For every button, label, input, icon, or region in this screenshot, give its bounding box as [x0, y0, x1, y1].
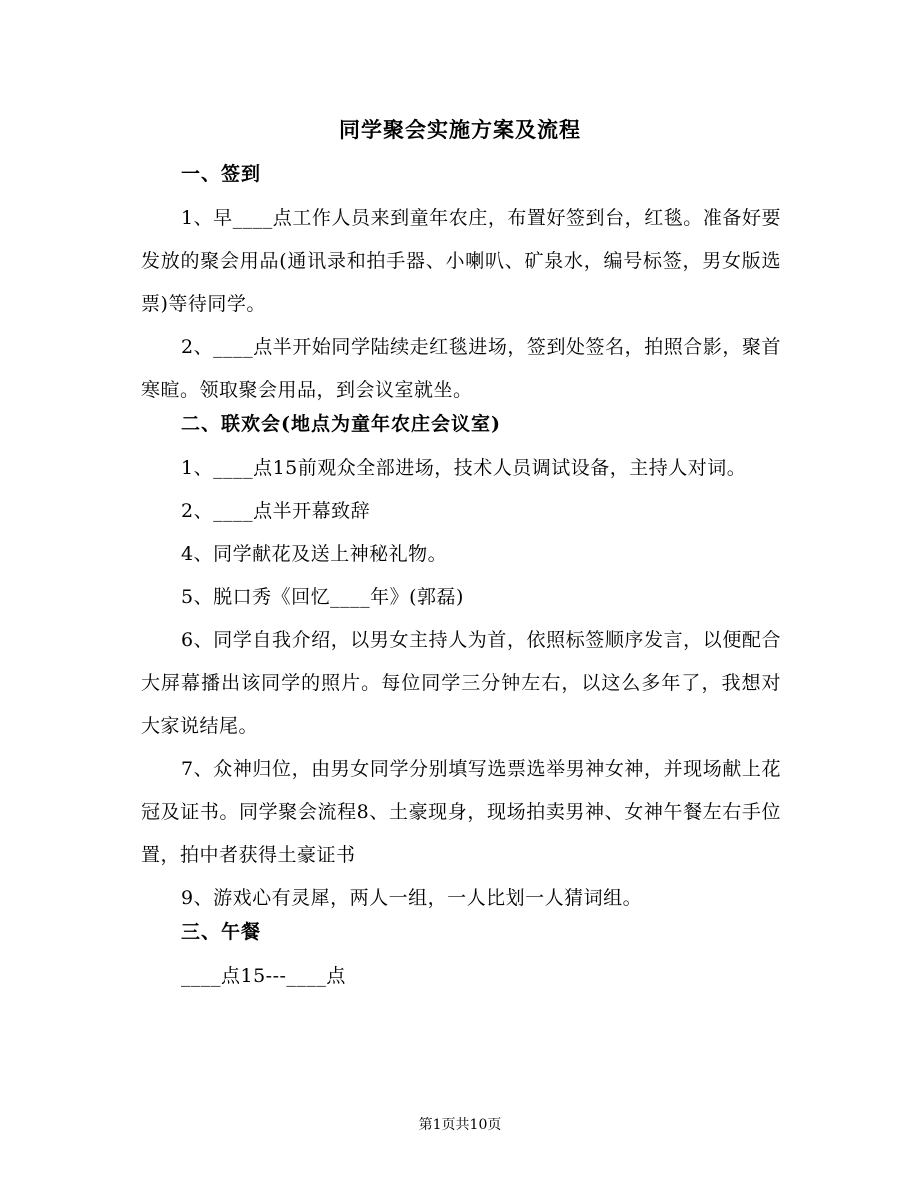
section-heading-signin: 一、签到: [181, 163, 262, 185]
signin-item-1: 1、早____点工作人员来到童年农庄，布置好签到台，红毯。准备好要发放的聚会用品(通讯录和拍手器、小喇叭、矿泉水，编号标签，男女版选票)等待同学。: [141, 207, 781, 315]
party-item-1: 1、____点15前观众全部进场，技术人员调试设备，主持人对词。: [181, 457, 747, 479]
section-heading-lunch: 三、午餐: [181, 921, 262, 943]
signin-item-2: 2、____点半开始同学陆续走红毯进场，签到处签名，拍照合影，聚首寒暄。领取聚会用品，到会议室就坐。: [141, 336, 781, 401]
party-item-4: 4、同学献花及送上神秘礼物。: [181, 543, 448, 565]
party-item-9: 9、游戏心有灵犀，两人一组，一人比划一人猜词组。: [181, 887, 643, 909]
party-item-2: 2、____点半开幕致辞: [181, 500, 371, 522]
party-item-5: 5、脱口秀《回忆____年》(郭磊): [181, 586, 464, 608]
page-indicator: 第1页共10页: [418, 1117, 502, 1133]
lunch-time: ____点15---____点: [181, 965, 346, 987]
section-heading-party: 二、联欢会(地点为童年农庄会议室): [181, 413, 501, 435]
document-title: 同学聚会实施方案及流程: [339, 117, 581, 142]
party-item-6: 6、同学自我介绍，以男女主持人为首，依照标签顺序发言，以便配合大屏幕播出该同学的照片。每位同学三分钟左右，以这么多年了，我想对大家说结尾。: [141, 629, 781, 737]
party-item-7: 7、众神归位，由男女同学分别填写选票选举男神女神，并现场献上花冠及证书。同学聚会流程8、土豪现身，现场拍卖男神、女神午餐左右手位置，拍中者获得土豪证书: [141, 758, 781, 866]
